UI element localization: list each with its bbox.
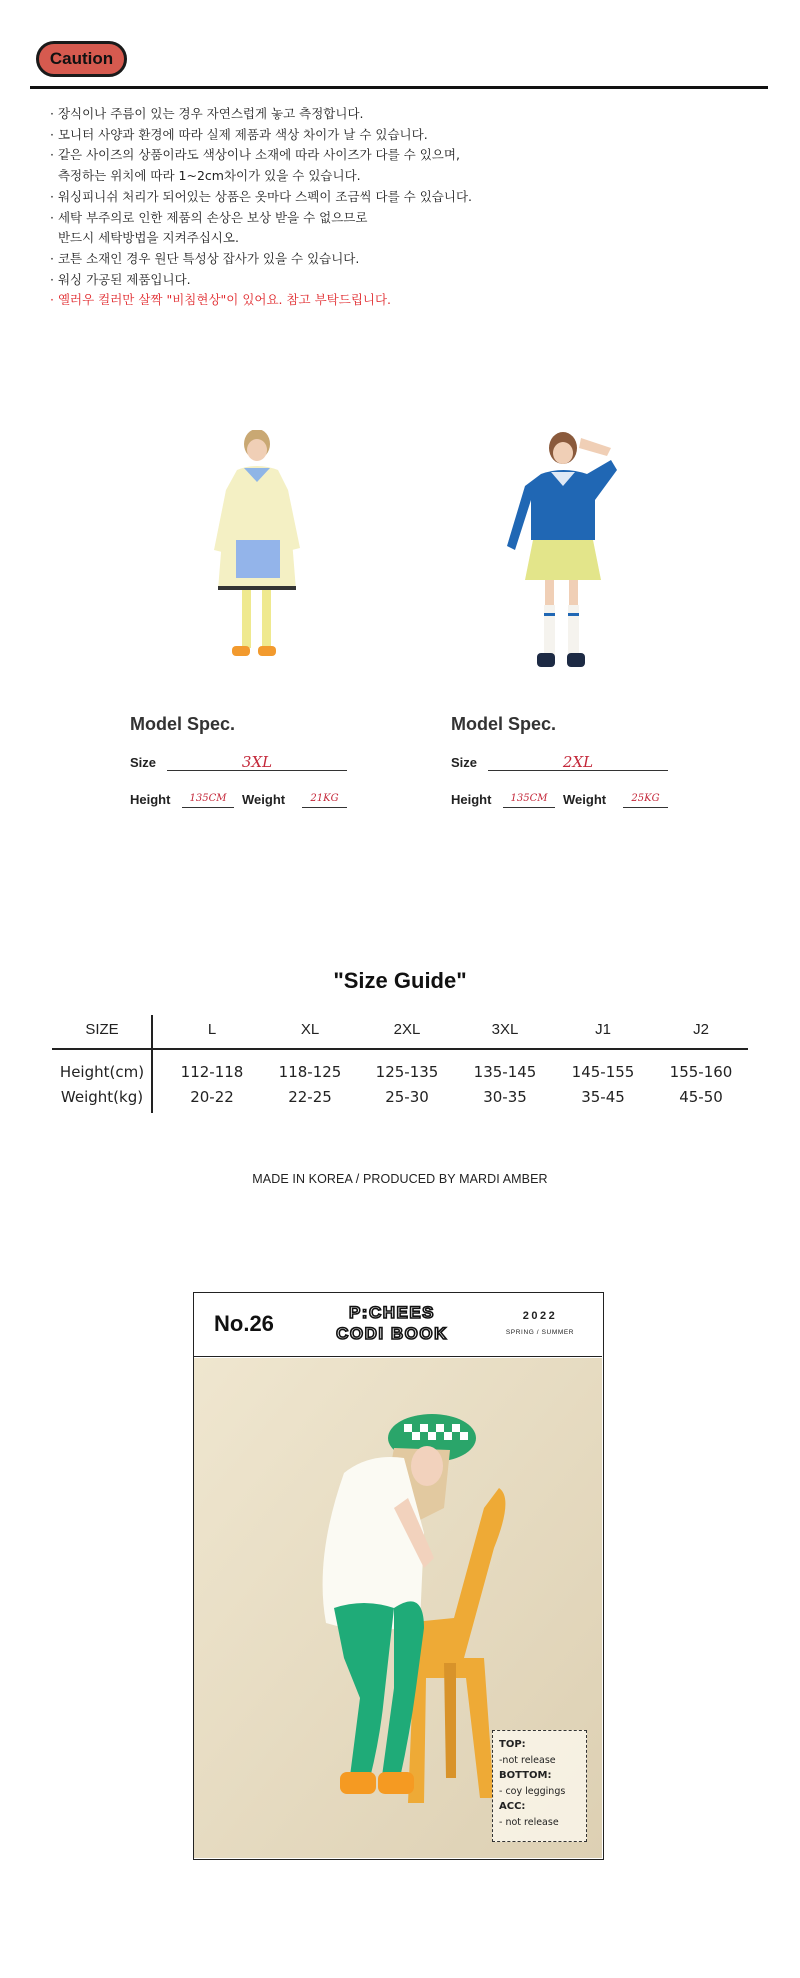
codi-item-key: ACC: <box>499 1801 526 1812</box>
table-row <box>52 1063 748 1085</box>
weight-label: Weight <box>242 792 286 807</box>
caution-note: 측정하는 위치에 따라 1~2cm차이가 있을 수 있습니다. <box>50 168 361 184</box>
table-cell: 22-25 <box>288 1088 332 1106</box>
codi-item-key: TOP: <box>499 1739 526 1750</box>
size-label: Size <box>451 755 478 770</box>
codi-book-brand <box>322 1302 462 1344</box>
model-photo-2 <box>495 430 655 700</box>
caution-note: · 코튼 소재인 경우 원단 특성상 잡사가 있을 수 있습니다. <box>50 250 360 266</box>
codi-book-photo <box>194 1358 602 1858</box>
made-in-text: MADE IN KOREA / PRODUCED BY MARDI AMBER <box>252 1172 548 1186</box>
weight-value: 25KG <box>623 792 668 808</box>
table-cell: 20-22 <box>190 1088 234 1106</box>
height-label: Height <box>451 792 492 807</box>
table-cell: 112-118 <box>180 1063 244 1081</box>
codi-book-header <box>194 1293 602 1357</box>
codi-item-value: - not release <box>499 1816 559 1828</box>
table-cell: 25-30 <box>385 1088 429 1106</box>
model-photo-1 <box>192 430 352 700</box>
caution-divider <box>30 86 768 89</box>
model-size-row <box>451 755 671 770</box>
caution-note: · 워싱 가공된 제품입니다. <box>50 271 191 287</box>
table-header-cell: L <box>207 1021 217 1038</box>
height-value: 135CM <box>182 792 234 808</box>
size-value: 2XL <box>488 755 668 771</box>
table-cell: 45-50 <box>679 1088 723 1106</box>
caution-notes <box>50 104 750 311</box>
table-header-cell: 3XL <box>491 1021 519 1038</box>
table-header-cell: 2XL <box>393 1021 421 1038</box>
table-header-cell: XL <box>300 1021 320 1038</box>
codi-book-number: No.26 <box>214 1311 274 1336</box>
size-guide-title: "Size Guide" <box>333 968 467 993</box>
caution-note-highlight: · 옐러우 컬러만 살짝 "비침현상"이 있어요. 참고 부탁드립니다. <box>50 292 392 308</box>
table-cell: 135-145 <box>473 1063 537 1081</box>
table-header-cell: J1 <box>595 1021 611 1038</box>
model-height-weight-row <box>451 792 671 807</box>
height-label: Height <box>130 792 171 807</box>
caution-note: 반드시 세탁방법을 지켜주십시오. <box>50 230 239 246</box>
codi-items-box <box>492 1730 587 1842</box>
codi-item-value: - coy leggings <box>499 1785 566 1797</box>
codi-book-card <box>193 1292 604 1860</box>
size-value: 3XL <box>167 755 347 771</box>
codi-item-value: -not release <box>499 1754 556 1766</box>
table-cell: 118-125 <box>278 1063 342 1081</box>
table-divider-horizontal <box>52 1048 748 1050</box>
table-cell: 145-155 <box>571 1063 635 1081</box>
height-value: 135CM <box>503 792 555 808</box>
model-height-weight-row <box>130 792 350 807</box>
codi-book-year: 2022 <box>522 1310 558 1322</box>
table-header-cell: SIZE <box>85 1021 119 1038</box>
model-size-row <box>130 755 350 770</box>
table-header-row <box>52 1021 748 1043</box>
caution-badge: Caution <box>36 41 127 77</box>
table-row <box>52 1088 748 1110</box>
caution-note: · 세탁 부주의로 인한 제품의 손상은 보상 받을 수 없으므로 <box>50 209 368 225</box>
table-header-cell: J2 <box>693 1021 709 1038</box>
caution-note: · 같은 사이즈의 상품이라도 색상이나 소재에 따라 사이즈가 다를 수 있으며, <box>50 147 460 163</box>
model-spec-title: Model Spec. <box>451 714 557 734</box>
caution-note: · 워싱피니쉬 처리가 되어있는 상품은 옷마다 스펙이 조금씩 다를 수 있습니다. <box>50 188 473 204</box>
brand-line-1: P:CHEES <box>348 1303 436 1322</box>
brand-line-2: CODI BOOK <box>336 1324 448 1343</box>
codi-book-season: SPRING / SUMMER <box>505 1329 575 1336</box>
codi-item-key: BOTTOM: <box>499 1770 552 1781</box>
table-cell: Height(cm) <box>59 1063 145 1081</box>
weight-label: Weight <box>563 792 607 807</box>
size-label: Size <box>130 755 157 770</box>
weight-value: 21KG <box>302 792 347 808</box>
table-cell: 155-160 <box>669 1063 733 1081</box>
table-cell: 125-135 <box>375 1063 439 1081</box>
model-spec-title: Model Spec. <box>130 714 236 734</box>
table-cell: Weight(kg) <box>60 1088 144 1106</box>
table-cell: 35-45 <box>581 1088 625 1106</box>
table-cell: 30-35 <box>483 1088 527 1106</box>
caution-note: · 모니터 사양과 환경에 따라 실제 제품과 색상 차이가 날 수 있습니다. <box>50 126 428 142</box>
caution-note: · 장식이나 주름이 있는 경우 자연스럽게 놓고 측정합니다. <box>50 106 364 121</box>
